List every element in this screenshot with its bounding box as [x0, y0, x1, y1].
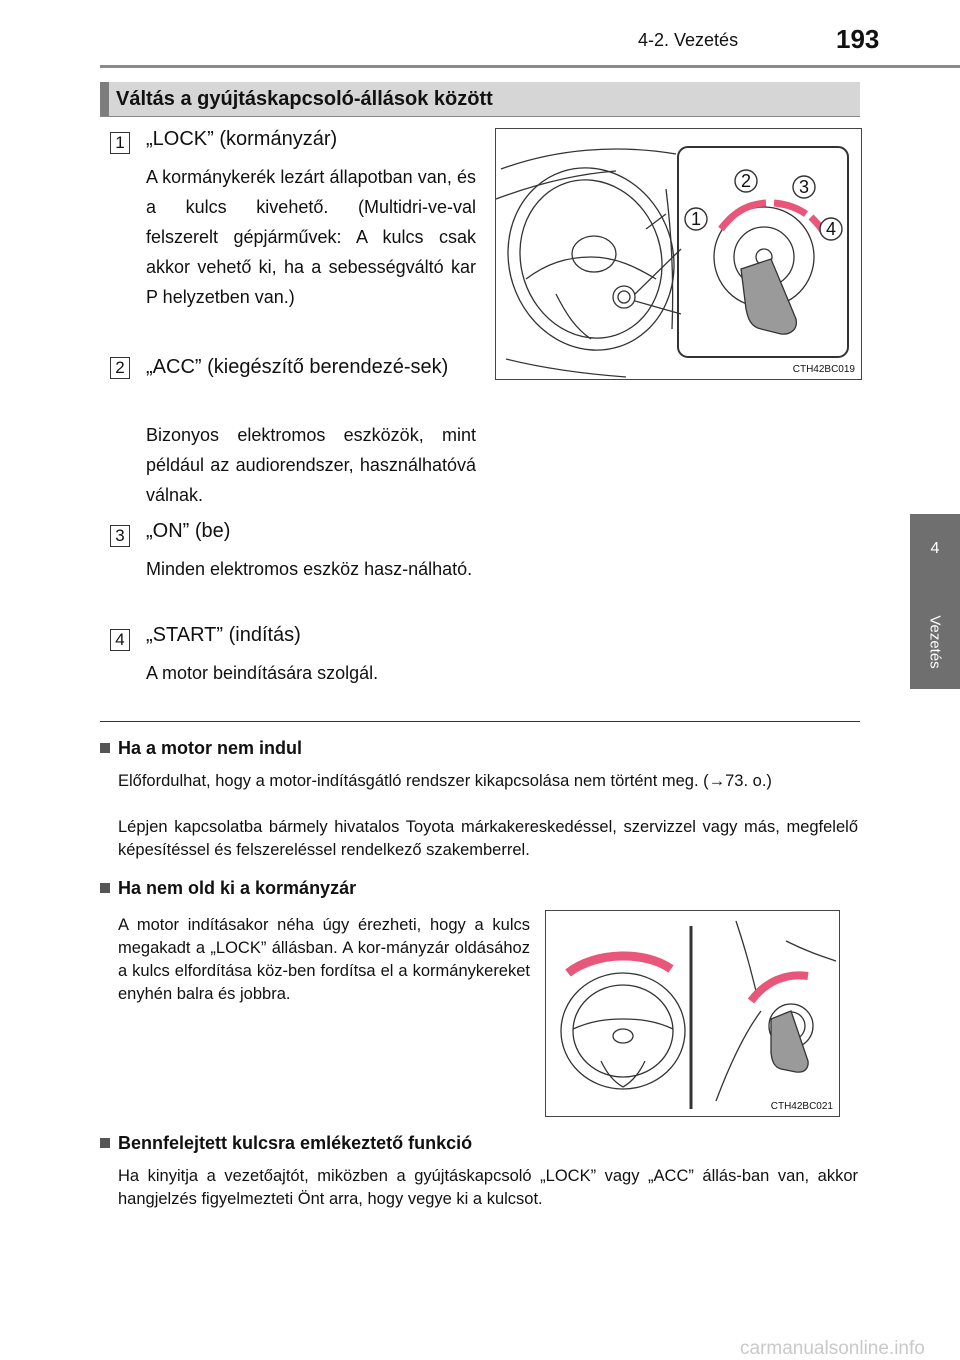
- item-title: „LOCK” (kormányzár): [146, 128, 338, 150]
- item-number-box: 4: [110, 629, 130, 651]
- note-paragraph: Előfordulhat, hogy a motor-indításgátló rendszer kikapcsolása nem történt meg. (→73. o.): [118, 772, 772, 790]
- callout-2: 2: [741, 171, 752, 191]
- callout-4: 4: [826, 219, 837, 239]
- note-heading: [100, 1133, 472, 1154]
- watermark: carmanualsonline.info: [740, 1338, 925, 1359]
- bullet-square-icon: [100, 883, 110, 893]
- chapter-number: 4: [930, 540, 940, 557]
- item-number-box: 1: [110, 132, 130, 154]
- note-heading-text: Ha nem old ki a kormányzár: [118, 878, 357, 898]
- item-number-box: 2: [110, 357, 130, 379]
- note-heading-text: Bennfelejtett kulcsra emlékeztető funkció: [118, 1133, 473, 1153]
- callout-1: 1: [691, 209, 702, 229]
- callout-3: 3: [799, 177, 810, 197]
- note-heading: [100, 878, 356, 899]
- note-paragraph: Ha kinyitja a vezetőajtót, miközben a gyújtáskapcsoló „LOCK” vagy „ACC” állás-ban van, akkor hangjelzés figyelmezteti Önt arra, hogy vegye ki a kulcsot.: [118, 1167, 858, 1208]
- rotation-arrow-icon: [721, 203, 766, 229]
- section-divider: [100, 721, 860, 722]
- item-title: „START” (indítás): [146, 624, 301, 646]
- item-description: Minden elektromos eszköz hasz-nálható.: [146, 559, 473, 579]
- section-title: Váltás a gyújtáskapcsoló-állások között: [116, 88, 493, 110]
- steering-lock-figure: [545, 910, 840, 1117]
- ignition-switch-figure: [495, 128, 862, 380]
- rotation-arrow-icon: [568, 956, 671, 973]
- ignition-illustration: [496, 129, 861, 379]
- item-description: A motor beindítására szolgál.: [146, 663, 379, 683]
- item-title: „ON” (be): [146, 520, 231, 542]
- item-number-box: 3: [110, 525, 130, 547]
- section-heading-bar: [100, 82, 860, 117]
- note-heading: [100, 738, 302, 759]
- header-section-title: 4-2. Vezetés: [638, 30, 739, 50]
- note-paragraph: Lépjen kapcsolatba bármely hivatalos Toyota márkakereskedéssel, szervizzel vagy más, megfelelő képesítéssel és felszereléssel rendelkező szakemberrel.: [118, 818, 858, 859]
- key-icon: [741, 259, 796, 334]
- section-accent: [100, 82, 109, 116]
- steering-lock-illustration: [546, 911, 839, 1116]
- item-description: Bizonyos elektromos eszközök, mint például az audiorendszer, használhatóvá válnak.: [146, 425, 476, 505]
- page-number: 193: [836, 24, 880, 54]
- rotation-arrow-icon: [774, 203, 806, 214]
- note-heading-text: Ha a motor nem indul: [118, 738, 303, 758]
- header-rule: [100, 65, 960, 68]
- item-title: „ACC” (kiegészítő berendezé-sek): [146, 356, 449, 378]
- figure-code: CTH42BC019: [792, 364, 855, 375]
- item-description: A kormánykerék lezárt állapotban van, és a kulcs kivehető. (Multidri-ve-val felszerelt gépjárművek: A kulcs csak akkor vehető ki, ha a sebességváltó kar P helyzetben van.): [146, 167, 476, 307]
- figure-code: CTH42BC021: [770, 1101, 833, 1112]
- rotation-arrow-icon: [751, 975, 808, 1001]
- note-paragraph: A motor indításakor néha úgy érezheti, hogy a kulcs megakadt a „LOCK” állásban. A kor-mányzár oldásához a kulcs elfordítása köz-ben fordítsa el a kormánykereket enyhén balra és jobbra.: [118, 916, 530, 1003]
- bullet-square-icon: [100, 743, 110, 753]
- key-icon: [771, 1011, 808, 1072]
- chapter-label: Vezetés: [926, 615, 944, 669]
- bullet-square-icon: [100, 1138, 110, 1148]
